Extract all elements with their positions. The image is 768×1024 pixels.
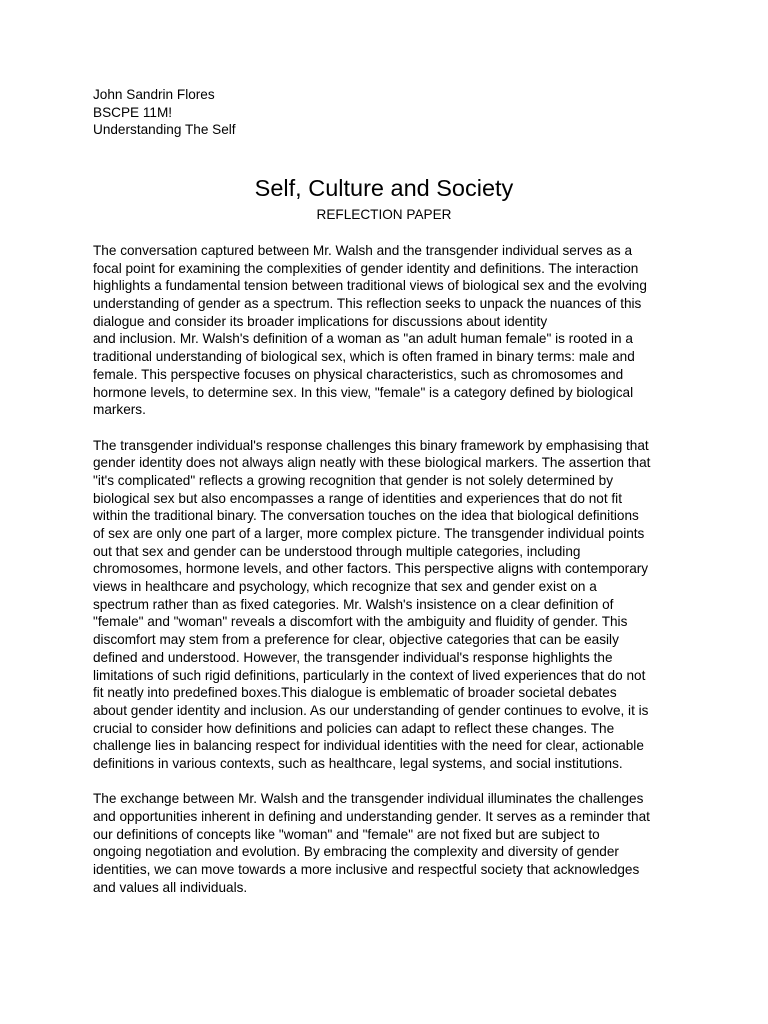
text-line: biological sex but also encompasses a range of identities and experiences that do not fit (93, 490, 622, 506)
paragraph (93, 437, 693, 773)
text-line: within the traditional binary. The conversation touches on the idea that biological definitions (93, 508, 639, 524)
text-line: understanding of gender as a spectrum. This reflection seeks to unpack the nuances of this (93, 296, 642, 312)
text-line: The exchange between Mr. Walsh and the transgender individual illuminates the challenges (93, 791, 644, 807)
text-line: "female" and "woman" reveals a discomfort with the ambiguity and fluidity of gender. This (93, 614, 628, 630)
text-line: definitions in various contexts, such as healthcare, legal systems, and social institutions. (93, 755, 623, 771)
text-line: gender identity does not always align neatly with these biological markers. The assertion that (93, 455, 651, 471)
text-line: spectrum rather than as fixed categories. Mr. Walsh's insistence on a clear definition of (93, 596, 614, 612)
text-line: markers. (93, 402, 146, 418)
text-line: discomfort may stem from a preference for clear, objective categories that can be easily (93, 632, 619, 648)
text-line: The conversation captured between Mr. Walsh and the transgender individual serves as a (93, 243, 633, 258)
paragraph-gap (93, 419, 693, 437)
text-line: female. This perspective focuses on physical characteristics, such as chromosomes and (93, 366, 624, 382)
text-line: highlights a fundamental tension between traditional views of biological sex and the evolving (93, 278, 647, 294)
text-line: fit neatly into predefined boxes.This dialogue is emblematic of broader societal debates (93, 685, 617, 701)
text-line: crucial to consider how definitions and policies can adapt to reflect these changes. The (93, 720, 615, 736)
text-line: hormone levels, to determine sex. In this view, "female" is a category defined by biological (93, 384, 634, 400)
text-line: defined and understood. However, the transgender individual's response highlights the (93, 649, 613, 665)
paragraph-gap (93, 773, 693, 791)
text-line: challenge lies in balancing respect for individual identities with the need for clear, actionable (93, 738, 644, 754)
document-body (93, 242, 693, 896)
text-line: and values all individuals. (93, 879, 248, 895)
text-line: identities, we can move towards a more inclusive and respectful society that acknowledges (93, 862, 640, 878)
text-line: chromosomes, hormone levels, and other factors. This perspective aligns with contemporary (93, 561, 649, 577)
text-line: views in healthcare and psychology, which recognize that sex and gender exist on a (93, 579, 597, 595)
text-line: traditional understanding of biological sex, which is often framed in binary terms: male and (93, 349, 635, 365)
text-line: and opportunities inherent in defining and understanding gender. It serves as a reminder that (93, 809, 650, 824)
subject-name: Understanding The Self (93, 122, 236, 138)
author-name: John Sandrin Flores (93, 87, 215, 102)
text-line: our definitions of concepts like "woman" and "female" are not fixed but are subject to (93, 826, 600, 842)
paragraph (93, 790, 693, 896)
text-line: dialogue and consider its broader implications for discussions about identity (93, 313, 548, 329)
course-code: BSCPE 11M! (93, 104, 173, 120)
document-subtitle: REFLECTION PAPER (316, 207, 452, 222)
document-header (93, 86, 236, 139)
text-line: out that sex and gender can be understood through multiple categories, including (93, 543, 581, 559)
text-line: of sex are only one part of a larger, more complex picture. The transgender individual points (93, 526, 645, 541)
text-line: about gender identity and inclusion. As our understanding of gender continues to evolve, it is (93, 702, 649, 718)
text-line: ongoing negotiation and evolution. By embracing the complexity and diversity of gender (93, 844, 619, 860)
document-title: Self, Culture and Society (254, 175, 514, 201)
paragraph (93, 242, 693, 419)
text-line: The transgender individual's response challenges this binary framework by emphasising that (93, 437, 649, 453)
text-line: and inclusion. Mr. Walsh's definition of a woman as "an adult human female" is rooted in a (93, 331, 633, 347)
text-line: limitations of such rigid definitions, particularly in the context of lived experiences that do not (93, 667, 646, 683)
text-line: focal point for examining the complexities of gender identity and definitions. The interaction (93, 260, 639, 276)
text-line: "it's complicated" reflects a growing recognition that gender is not solely determined by (93, 472, 614, 488)
